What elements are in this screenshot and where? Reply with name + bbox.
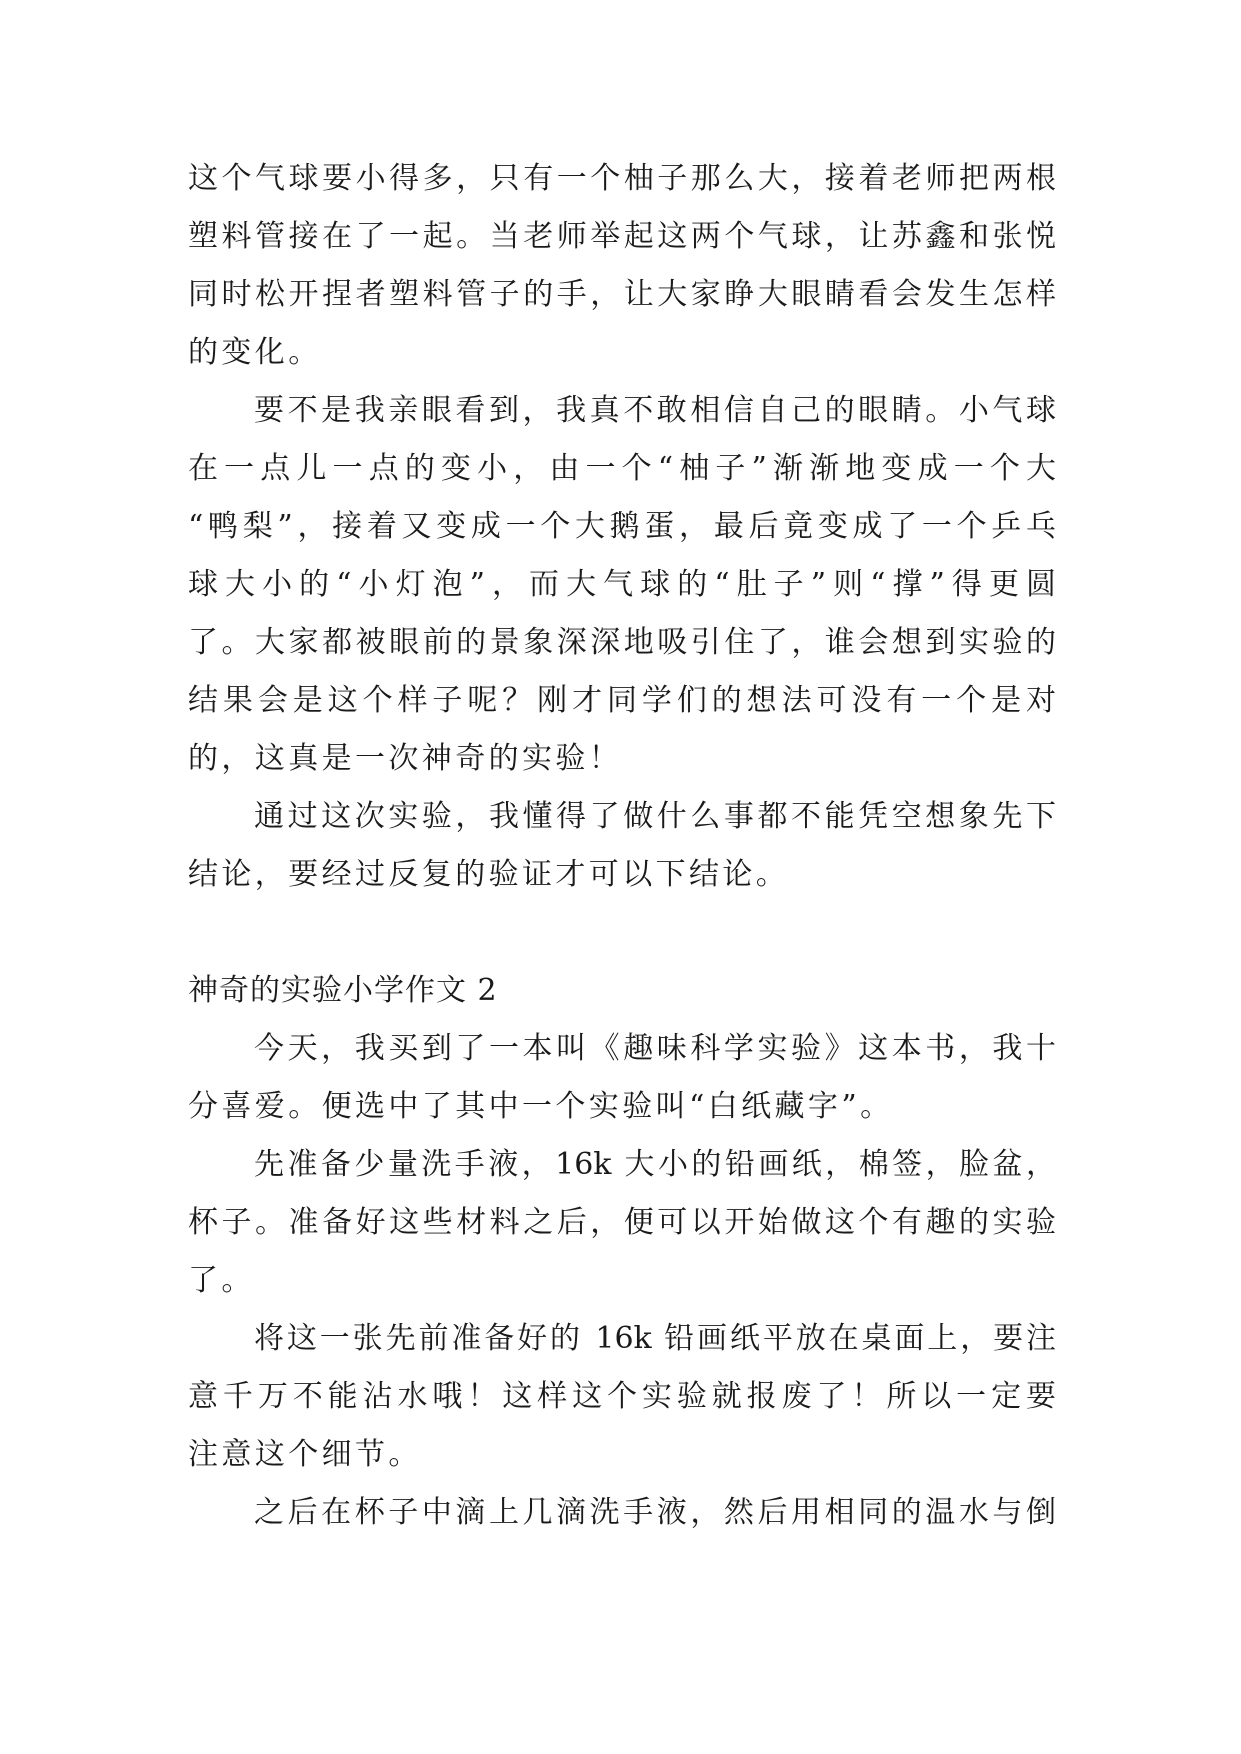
text-line: 分喜爱。便选中了其中一个实验叫“白纸藏字”。	[188, 1089, 894, 1124]
text-line: 意千万不能沾水哦！这样这个实验就报废了！所以一定要	[188, 1379, 1056, 1414]
text-line: 通过这次实验，我懂得了做什么事都不能凭空想象先下	[254, 799, 1056, 834]
text-line: 了。	[188, 1263, 255, 1298]
text-line: 之后在杯子中滴上几滴洗手液，然后用相同的温水与倒	[254, 1495, 1056, 1530]
text-line: 了。大家都被眼前的景象深深地吸引住了，谁会想到实验的	[188, 625, 1056, 660]
text-line: 在一点儿一点的变小，由一个“柚子”渐渐地变成一个大	[188, 451, 1056, 486]
text-line: 先准备少量洗手液，16k 大小的铅画纸，棉签，脸盆，	[254, 1147, 1056, 1182]
section-heading: 神奇的实验小学作文 2	[188, 973, 498, 1008]
text-line: 杯子。准备好这些材料之后，便可以开始做这个有趣的实验	[188, 1205, 1056, 1240]
text-line: 要不是我亲眼看到，我真不敢相信自己的眼睛。小气球	[254, 393, 1056, 428]
text-line: “鸭梨”，接着又变成一个大鹅蛋，最后竟变成了一个乒乓	[188, 509, 1056, 544]
text-line: 今天，我买到了一本叫《趣味科学实验》这本书，我十	[254, 1031, 1056, 1066]
text-line: 球大小的“小灯泡”，而大气球的“肚子”则“撑”得更圆	[188, 567, 1056, 602]
text-line: 的，这真是一次神奇的实验！	[188, 741, 623, 776]
text-line: 同时松开捏者塑料管子的手，让大家睁大眼睛看会发生怎样	[188, 277, 1056, 312]
text-line: 结论，要经过反复的验证才可以下结论。	[188, 857, 790, 892]
text-line: 这个气球要小得多，只有一个柚子那么大，接着老师把两根	[188, 161, 1056, 196]
text-line: 的变化。	[188, 335, 322, 370]
paragraph	[188, 788, 1056, 904]
paragraph	[188, 150, 1056, 382]
paragraph	[188, 1310, 1056, 1484]
paragraph	[188, 382, 1056, 788]
text-line: 结果会是这个样子呢？刚才同学们的想法可没有一个是对	[188, 683, 1056, 718]
section-gap	[188, 904, 1056, 962]
paragraph	[188, 1484, 1056, 1542]
text-line: 注意这个细节。	[188, 1437, 422, 1472]
document-page	[188, 150, 1056, 1542]
text-line: 塑料管接在了一起。当老师举起这两个气球，让苏鑫和张悦	[188, 219, 1056, 254]
text-line: 将这一张先前准备好的 16k 铅画纸平放在桌面上，要注	[254, 1321, 1056, 1356]
paragraph	[188, 1020, 1056, 1136]
paragraph	[188, 1136, 1056, 1310]
